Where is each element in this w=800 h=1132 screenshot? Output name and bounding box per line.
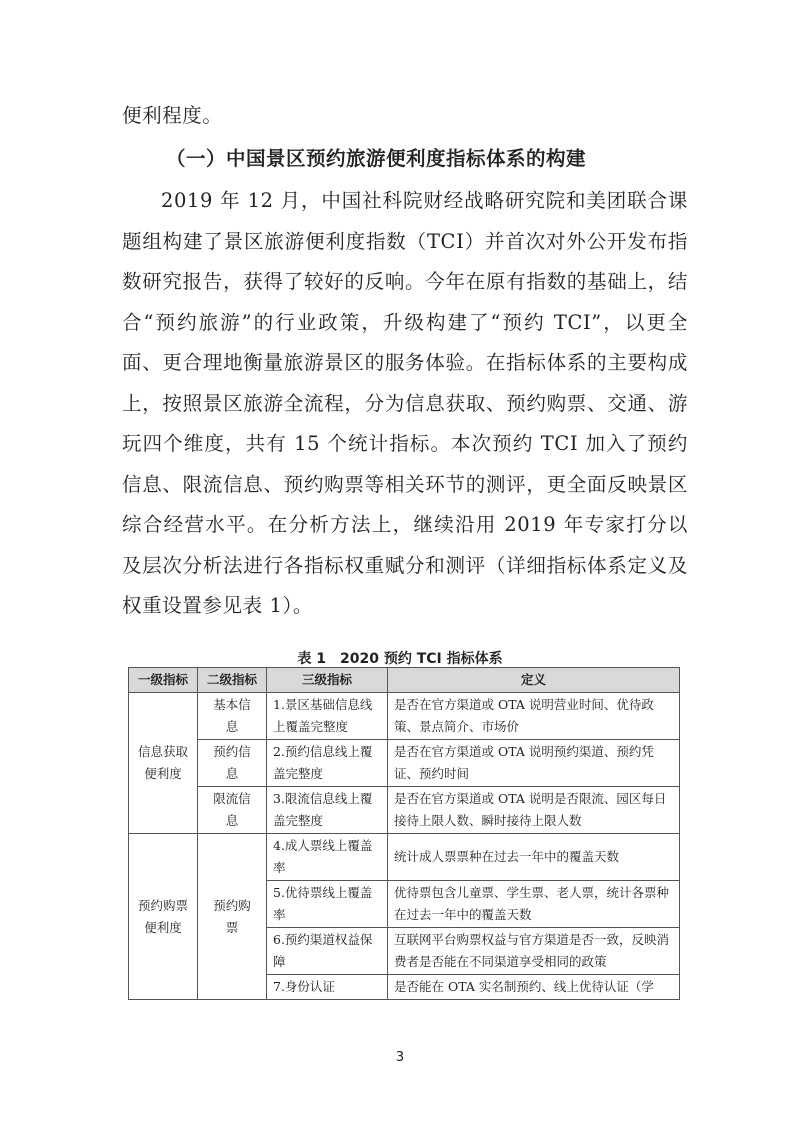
definition-cell: 是否在官方渠道或 OTA 说明预约渠道、预约凭证、预约时间: [388, 740, 680, 787]
header-level3: 三级指标: [267, 668, 388, 693]
level3-cell: 6.预约渠道权益保障: [267, 928, 388, 975]
table-row: [129, 834, 680, 881]
tci-indicator-table: [128, 667, 680, 1000]
level3-cell: 4.成人票线上覆盖率: [267, 834, 388, 881]
header-level2: 二级指标: [198, 668, 267, 693]
level2-cell: 基本信息: [198, 693, 267, 740]
definition-cell: 统计成人票票种在过去一年中的覆盖天数: [388, 834, 680, 881]
table-row: [129, 787, 680, 834]
table-row: [129, 693, 680, 740]
continued-text: 便利程度。: [122, 104, 223, 127]
definition-cell: 互联网平台购票权益与官方渠道是否一致，反映消费者是否能在不同渠道享受相同的政策: [388, 928, 680, 975]
level1-cell: 预约购票便利度: [129, 834, 198, 1000]
level2-cell: 预约信息: [198, 740, 267, 787]
level3-cell: 2.预约信息线上覆盖完整度: [267, 740, 388, 787]
definition-cell: 是否能在 OTA 实名制预约、线上优待认证（学: [388, 975, 680, 1000]
definition-cell: 是否在官方渠道或 OTA 说明营业时间、优待政策、景点简介、市场价: [388, 693, 680, 740]
level3-cell: 5.优待票线上覆盖率: [267, 881, 388, 928]
section-heading: （一）中国景区预约旅游便利度指标体系的构建: [166, 147, 587, 170]
table-row: [129, 740, 680, 787]
page-number: 3: [395, 1050, 405, 1065]
definition-cell: 是否在官方渠道或 OTA 说明是否限流、园区每日接待上限人数、瞬时接待上限人数: [388, 787, 680, 834]
level3-cell: 1.景区基础信息线上覆盖完整度: [267, 693, 388, 740]
table-caption: 表 1 2020 预约 TCI 指标体系: [297, 651, 503, 667]
body-paragraph: 2019 年 12 月，中国社科院财经战略研究院和美团联合课题组构建了景区旅游便利度指数（TCI）并首次对外公开发布指数研究报告，获得了较好的反响。今年在原有指数的基础上，结合“预约旅游”的行业政策，升级构建了“预约 TCI”，以更全面、更合理地衡量旅游景区的服务体验。在指标体系的主要构成上，按照景区旅游全流程，分为信息获取、预约购票、交通、游玩四个维度，共有 15 个统计指标。本次预约 TCI 加入了预约信息、限流信息、预约购票等相关环节的测评，更全面反映景区综合经营水平。在分析方法上，继续沿用 2019 年专家打分以及层次分析法进行各指标权重赋分和测评（详细指标体系定义及权重设置参见表 1）。: [122, 189, 688, 617]
table-header-row: [129, 668, 680, 693]
level3-cell: 7.身份认证: [267, 975, 388, 1000]
level2-cell: 限流信息: [198, 787, 267, 834]
header-level1: 一级指标: [129, 668, 198, 693]
level3-cell: 3.限流信息线上覆盖完整度: [267, 787, 388, 834]
level1-cell: 信息获取便利度: [129, 693, 198, 834]
definition-cell: 优待票包含儿童票、学生票、老人票，统计各票种在过去一年中的覆盖天数: [388, 881, 680, 928]
header-definition: 定义: [388, 668, 680, 693]
level2-cell: 预约购票: [198, 834, 267, 1000]
